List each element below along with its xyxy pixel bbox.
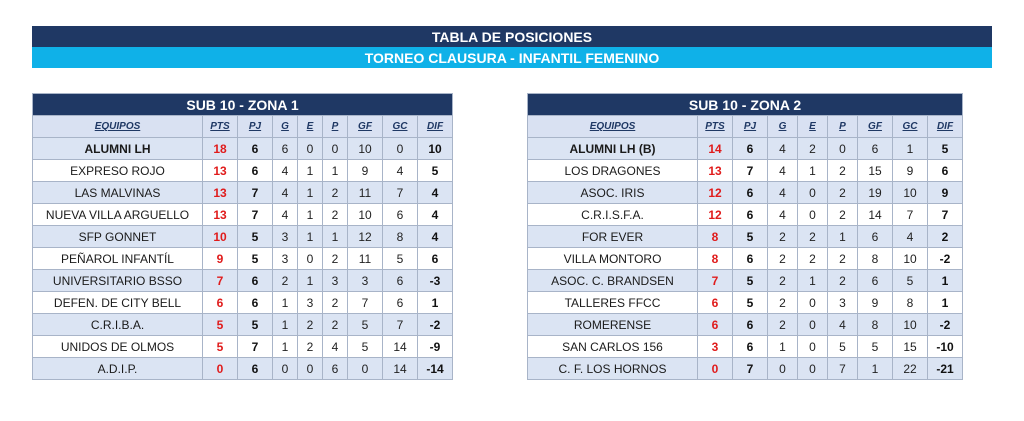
cell-g: 0 — [273, 358, 298, 380]
cell-dif: 1 — [928, 270, 963, 292]
cell-team: TALLERES FFCC — [528, 292, 698, 314]
column-header-team: EQUIPOS — [33, 116, 203, 138]
zone-title: SUB 10 - ZONA 2 — [528, 94, 963, 116]
cell-dif: 9 — [928, 182, 963, 204]
column-header-pj: PJ — [733, 116, 768, 138]
cell-pts: 6 — [698, 292, 733, 314]
cell-team: ASOC. IRIS — [528, 182, 698, 204]
cell-e: 0 — [798, 336, 828, 358]
cell-e: 0 — [798, 204, 828, 226]
table-row — [528, 226, 963, 248]
cell-p: 2 — [323, 182, 348, 204]
cell-p: 7 — [828, 358, 858, 380]
cell-gc: 7 — [383, 182, 418, 204]
cell-g: 2 — [768, 270, 798, 292]
column-header-pts: PTS — [698, 116, 733, 138]
cell-dif: -14 — [418, 358, 453, 380]
cell-e: 2 — [298, 336, 323, 358]
cell-pts: 9 — [203, 248, 238, 270]
cell-team: ASOC. C. BRANDSEN — [528, 270, 698, 292]
column-header-pj: PJ — [238, 116, 273, 138]
cell-e: 2 — [798, 226, 828, 248]
cell-pts: 12 — [698, 182, 733, 204]
cell-p: 2 — [828, 182, 858, 204]
cell-pj: 6 — [733, 138, 768, 160]
cell-p: 2 — [828, 248, 858, 270]
cell-gf: 6 — [858, 138, 893, 160]
cell-pts: 6 — [203, 292, 238, 314]
cell-pts: 7 — [203, 270, 238, 292]
cell-e: 0 — [298, 138, 323, 160]
table-row — [33, 248, 453, 270]
cell-gc: 8 — [383, 226, 418, 248]
cell-pj: 5 — [733, 292, 768, 314]
cell-p: 1 — [323, 160, 348, 182]
zone-title: SUB 10 - ZONA 1 — [33, 94, 453, 116]
cell-team: DEFEN. DE CITY BELL — [33, 292, 203, 314]
cell-pj: 5 — [733, 226, 768, 248]
cell-e: 2 — [798, 248, 828, 270]
cell-gc: 14 — [383, 358, 418, 380]
cell-e: 0 — [798, 182, 828, 204]
cell-dif: -2 — [418, 314, 453, 336]
cell-gf: 9 — [348, 160, 383, 182]
cell-g: 2 — [768, 226, 798, 248]
column-header-g: G — [273, 116, 298, 138]
cell-p: 2 — [323, 204, 348, 226]
main-title: TABLA DE POSICIONES — [32, 26, 992, 47]
cell-team: C. F. LOS HORNOS — [528, 358, 698, 380]
cell-gf: 8 — [858, 314, 893, 336]
cell-gf: 8 — [858, 248, 893, 270]
table-row — [528, 270, 963, 292]
cell-gf: 6 — [858, 270, 893, 292]
cell-dif: 5 — [418, 160, 453, 182]
cell-gc: 6 — [383, 270, 418, 292]
cell-dif: 4 — [418, 204, 453, 226]
cell-pts: 5 — [203, 336, 238, 358]
cell-pj: 6 — [733, 204, 768, 226]
cell-p: 2 — [323, 314, 348, 336]
cell-team: UNIVERSITARIO BSSO — [33, 270, 203, 292]
table-row — [528, 138, 963, 160]
cell-pts: 8 — [698, 226, 733, 248]
cell-p: 2 — [323, 248, 348, 270]
cell-dif: -2 — [928, 248, 963, 270]
cell-p: 6 — [323, 358, 348, 380]
cell-gf: 6 — [858, 226, 893, 248]
column-header-p: P — [323, 116, 348, 138]
table-row — [528, 336, 963, 358]
cell-pj: 6 — [238, 138, 273, 160]
zone-1-standings-table — [32, 93, 453, 380]
cell-pj: 6 — [238, 270, 273, 292]
cell-g: 4 — [768, 138, 798, 160]
cell-pj: 6 — [733, 314, 768, 336]
cell-gf: 5 — [348, 314, 383, 336]
cell-g: 1 — [273, 314, 298, 336]
cell-team: UNIDOS DE OLMOS — [33, 336, 203, 358]
cell-g: 4 — [273, 182, 298, 204]
column-header-pts: PTS — [203, 116, 238, 138]
cell-g: 4 — [768, 204, 798, 226]
cell-e: 0 — [798, 314, 828, 336]
cell-pj: 6 — [238, 292, 273, 314]
cell-pts: 14 — [698, 138, 733, 160]
cell-pts: 12 — [698, 204, 733, 226]
cell-pj: 7 — [238, 336, 273, 358]
cell-gf: 10 — [348, 138, 383, 160]
table-row — [528, 182, 963, 204]
cell-g: 4 — [273, 160, 298, 182]
column-header-gc: GC — [893, 116, 928, 138]
cell-dif: -2 — [928, 314, 963, 336]
table-row — [33, 182, 453, 204]
cell-pj: 5 — [238, 314, 273, 336]
column-header-gf: GF — [858, 116, 893, 138]
cell-dif: -3 — [418, 270, 453, 292]
column-header-gc: GC — [383, 116, 418, 138]
cell-p: 1 — [828, 226, 858, 248]
cell-team: C.R.I.B.A. — [33, 314, 203, 336]
column-header-dif: DIF — [928, 116, 963, 138]
cell-team: NUEVA VILLA ARGUELLO — [33, 204, 203, 226]
cell-g: 6 — [273, 138, 298, 160]
cell-pts: 0 — [698, 358, 733, 380]
cell-p: 1 — [323, 226, 348, 248]
zone-2-standings-table — [527, 93, 963, 380]
cell-team: PEÑAROL INFANTÍL — [33, 248, 203, 270]
cell-p: 4 — [323, 336, 348, 358]
cell-team: ALUMNI LH — [33, 138, 203, 160]
cell-team: ROMERENSE — [528, 314, 698, 336]
table-row — [528, 204, 963, 226]
cell-g: 4 — [768, 160, 798, 182]
cell-p: 3 — [323, 270, 348, 292]
cell-dif: 5 — [928, 138, 963, 160]
cell-gf: 11 — [348, 182, 383, 204]
cell-gc: 9 — [893, 160, 928, 182]
cell-e: 0 — [798, 358, 828, 380]
cell-e: 3 — [298, 292, 323, 314]
cell-gc: 6 — [383, 292, 418, 314]
cell-pts: 8 — [698, 248, 733, 270]
cell-g: 2 — [273, 270, 298, 292]
cell-gc: 5 — [893, 270, 928, 292]
cell-pj: 7 — [238, 182, 273, 204]
table-row — [528, 358, 963, 380]
cell-pts: 6 — [698, 314, 733, 336]
cell-gc: 0 — [383, 138, 418, 160]
column-headers — [33, 116, 453, 138]
cell-e: 2 — [798, 138, 828, 160]
cell-team: SAN CARLOS 156 — [528, 336, 698, 358]
table-row — [33, 204, 453, 226]
cell-dif: 6 — [418, 248, 453, 270]
cell-gc: 10 — [893, 182, 928, 204]
cell-team: EXPRESO ROJO — [33, 160, 203, 182]
cell-p: 0 — [828, 138, 858, 160]
cell-gc: 6 — [383, 204, 418, 226]
cell-e: 1 — [298, 270, 323, 292]
cell-e: 1 — [798, 270, 828, 292]
cell-gc: 10 — [893, 248, 928, 270]
cell-pj: 7 — [733, 160, 768, 182]
cell-gf: 15 — [858, 160, 893, 182]
cell-g: 2 — [768, 314, 798, 336]
cell-e: 0 — [298, 358, 323, 380]
column-header-team: EQUIPOS — [528, 116, 698, 138]
cell-p: 2 — [828, 204, 858, 226]
cell-pj: 7 — [238, 204, 273, 226]
table-row — [33, 358, 453, 380]
cell-g: 1 — [768, 336, 798, 358]
cell-gc: 14 — [383, 336, 418, 358]
cell-dif: 1 — [418, 292, 453, 314]
table-row — [33, 138, 453, 160]
cell-e: 0 — [798, 292, 828, 314]
cell-gf: 10 — [348, 204, 383, 226]
cell-pts: 18 — [203, 138, 238, 160]
cell-dif: 4 — [418, 226, 453, 248]
cell-p: 0 — [323, 138, 348, 160]
cell-e: 1 — [298, 182, 323, 204]
table-row — [528, 314, 963, 336]
cell-gf: 11 — [348, 248, 383, 270]
cell-gc: 7 — [383, 314, 418, 336]
cell-pts: 10 — [203, 226, 238, 248]
cell-gf: 1 — [858, 358, 893, 380]
cell-pj: 7 — [733, 358, 768, 380]
table-row — [33, 160, 453, 182]
cell-pts: 5 — [203, 314, 238, 336]
cell-gf: 14 — [858, 204, 893, 226]
cell-p: 3 — [828, 292, 858, 314]
cell-p: 2 — [828, 270, 858, 292]
cell-g: 0 — [768, 358, 798, 380]
cell-dif: 1 — [928, 292, 963, 314]
cell-gf: 3 — [348, 270, 383, 292]
cell-team: LOS DRAGONES — [528, 160, 698, 182]
cell-pts: 7 — [698, 270, 733, 292]
cell-team: ALUMNI LH (B) — [528, 138, 698, 160]
cell-gc: 4 — [383, 160, 418, 182]
cell-g: 4 — [273, 204, 298, 226]
column-header-gf: GF — [348, 116, 383, 138]
cell-dif: 2 — [928, 226, 963, 248]
cell-team: C.R.I.S.F.A. — [528, 204, 698, 226]
cell-p: 2 — [828, 160, 858, 182]
cell-dif: -9 — [418, 336, 453, 358]
cell-team: SFP GONNET — [33, 226, 203, 248]
cell-gf: 9 — [858, 292, 893, 314]
cell-gf: 19 — [858, 182, 893, 204]
cell-dif: 10 — [418, 138, 453, 160]
cell-dif: 7 — [928, 204, 963, 226]
cell-dif: -21 — [928, 358, 963, 380]
table-row — [33, 292, 453, 314]
table-row — [528, 160, 963, 182]
column-headers — [528, 116, 963, 138]
cell-gf: 5 — [348, 336, 383, 358]
cell-g: 1 — [273, 336, 298, 358]
cell-team: VILLA MONTORO — [528, 248, 698, 270]
column-header-p: P — [828, 116, 858, 138]
cell-g: 2 — [768, 292, 798, 314]
tournament-subtitle: TORNEO CLAUSURA - INFANTIL FEMENINO — [32, 47, 992, 68]
cell-gf: 7 — [348, 292, 383, 314]
cell-dif: 6 — [928, 160, 963, 182]
cell-p: 2 — [323, 292, 348, 314]
cell-p: 5 — [828, 336, 858, 358]
cell-e: 1 — [298, 204, 323, 226]
cell-g: 2 — [768, 248, 798, 270]
cell-pj: 6 — [733, 182, 768, 204]
table-row — [528, 292, 963, 314]
cell-gc: 15 — [893, 336, 928, 358]
cell-e: 1 — [298, 226, 323, 248]
table-row — [33, 226, 453, 248]
cell-team: FOR EVER — [528, 226, 698, 248]
cell-e: 1 — [298, 160, 323, 182]
table-row — [528, 248, 963, 270]
cell-team: LAS MALVINAS — [33, 182, 203, 204]
cell-pts: 13 — [203, 160, 238, 182]
cell-g: 1 — [273, 292, 298, 314]
column-header-e: E — [298, 116, 323, 138]
cell-pts: 0 — [203, 358, 238, 380]
cell-gc: 22 — [893, 358, 928, 380]
cell-pts: 3 — [698, 336, 733, 358]
table-row — [33, 336, 453, 358]
cell-dif: 4 — [418, 182, 453, 204]
cell-pj: 5 — [733, 270, 768, 292]
table-row — [33, 270, 453, 292]
cell-team: A.D.I.P. — [33, 358, 203, 380]
column-header-dif: DIF — [418, 116, 453, 138]
table-row — [33, 314, 453, 336]
cell-pts: 13 — [698, 160, 733, 182]
cell-gc: 10 — [893, 314, 928, 336]
cell-pts: 13 — [203, 182, 238, 204]
cell-pj: 5 — [238, 226, 273, 248]
cell-gc: 8 — [893, 292, 928, 314]
cell-p: 4 — [828, 314, 858, 336]
cell-gc: 4 — [893, 226, 928, 248]
cell-gf: 12 — [348, 226, 383, 248]
cell-g: 3 — [273, 226, 298, 248]
cell-e: 1 — [798, 160, 828, 182]
column-header-g: G — [768, 116, 798, 138]
cell-pj: 5 — [238, 248, 273, 270]
cell-pts: 13 — [203, 204, 238, 226]
cell-pj: 6 — [238, 160, 273, 182]
cell-e: 2 — [298, 314, 323, 336]
cell-pj: 6 — [238, 358, 273, 380]
cell-gc: 1 — [893, 138, 928, 160]
column-header-e: E — [798, 116, 828, 138]
cell-pj: 6 — [733, 248, 768, 270]
cell-g: 4 — [768, 182, 798, 204]
cell-g: 3 — [273, 248, 298, 270]
cell-pj: 6 — [733, 336, 768, 358]
cell-gf: 5 — [858, 336, 893, 358]
cell-gf: 0 — [348, 358, 383, 380]
cell-dif: -10 — [928, 336, 963, 358]
cell-gc: 5 — [383, 248, 418, 270]
cell-e: 0 — [298, 248, 323, 270]
cell-gc: 7 — [893, 204, 928, 226]
